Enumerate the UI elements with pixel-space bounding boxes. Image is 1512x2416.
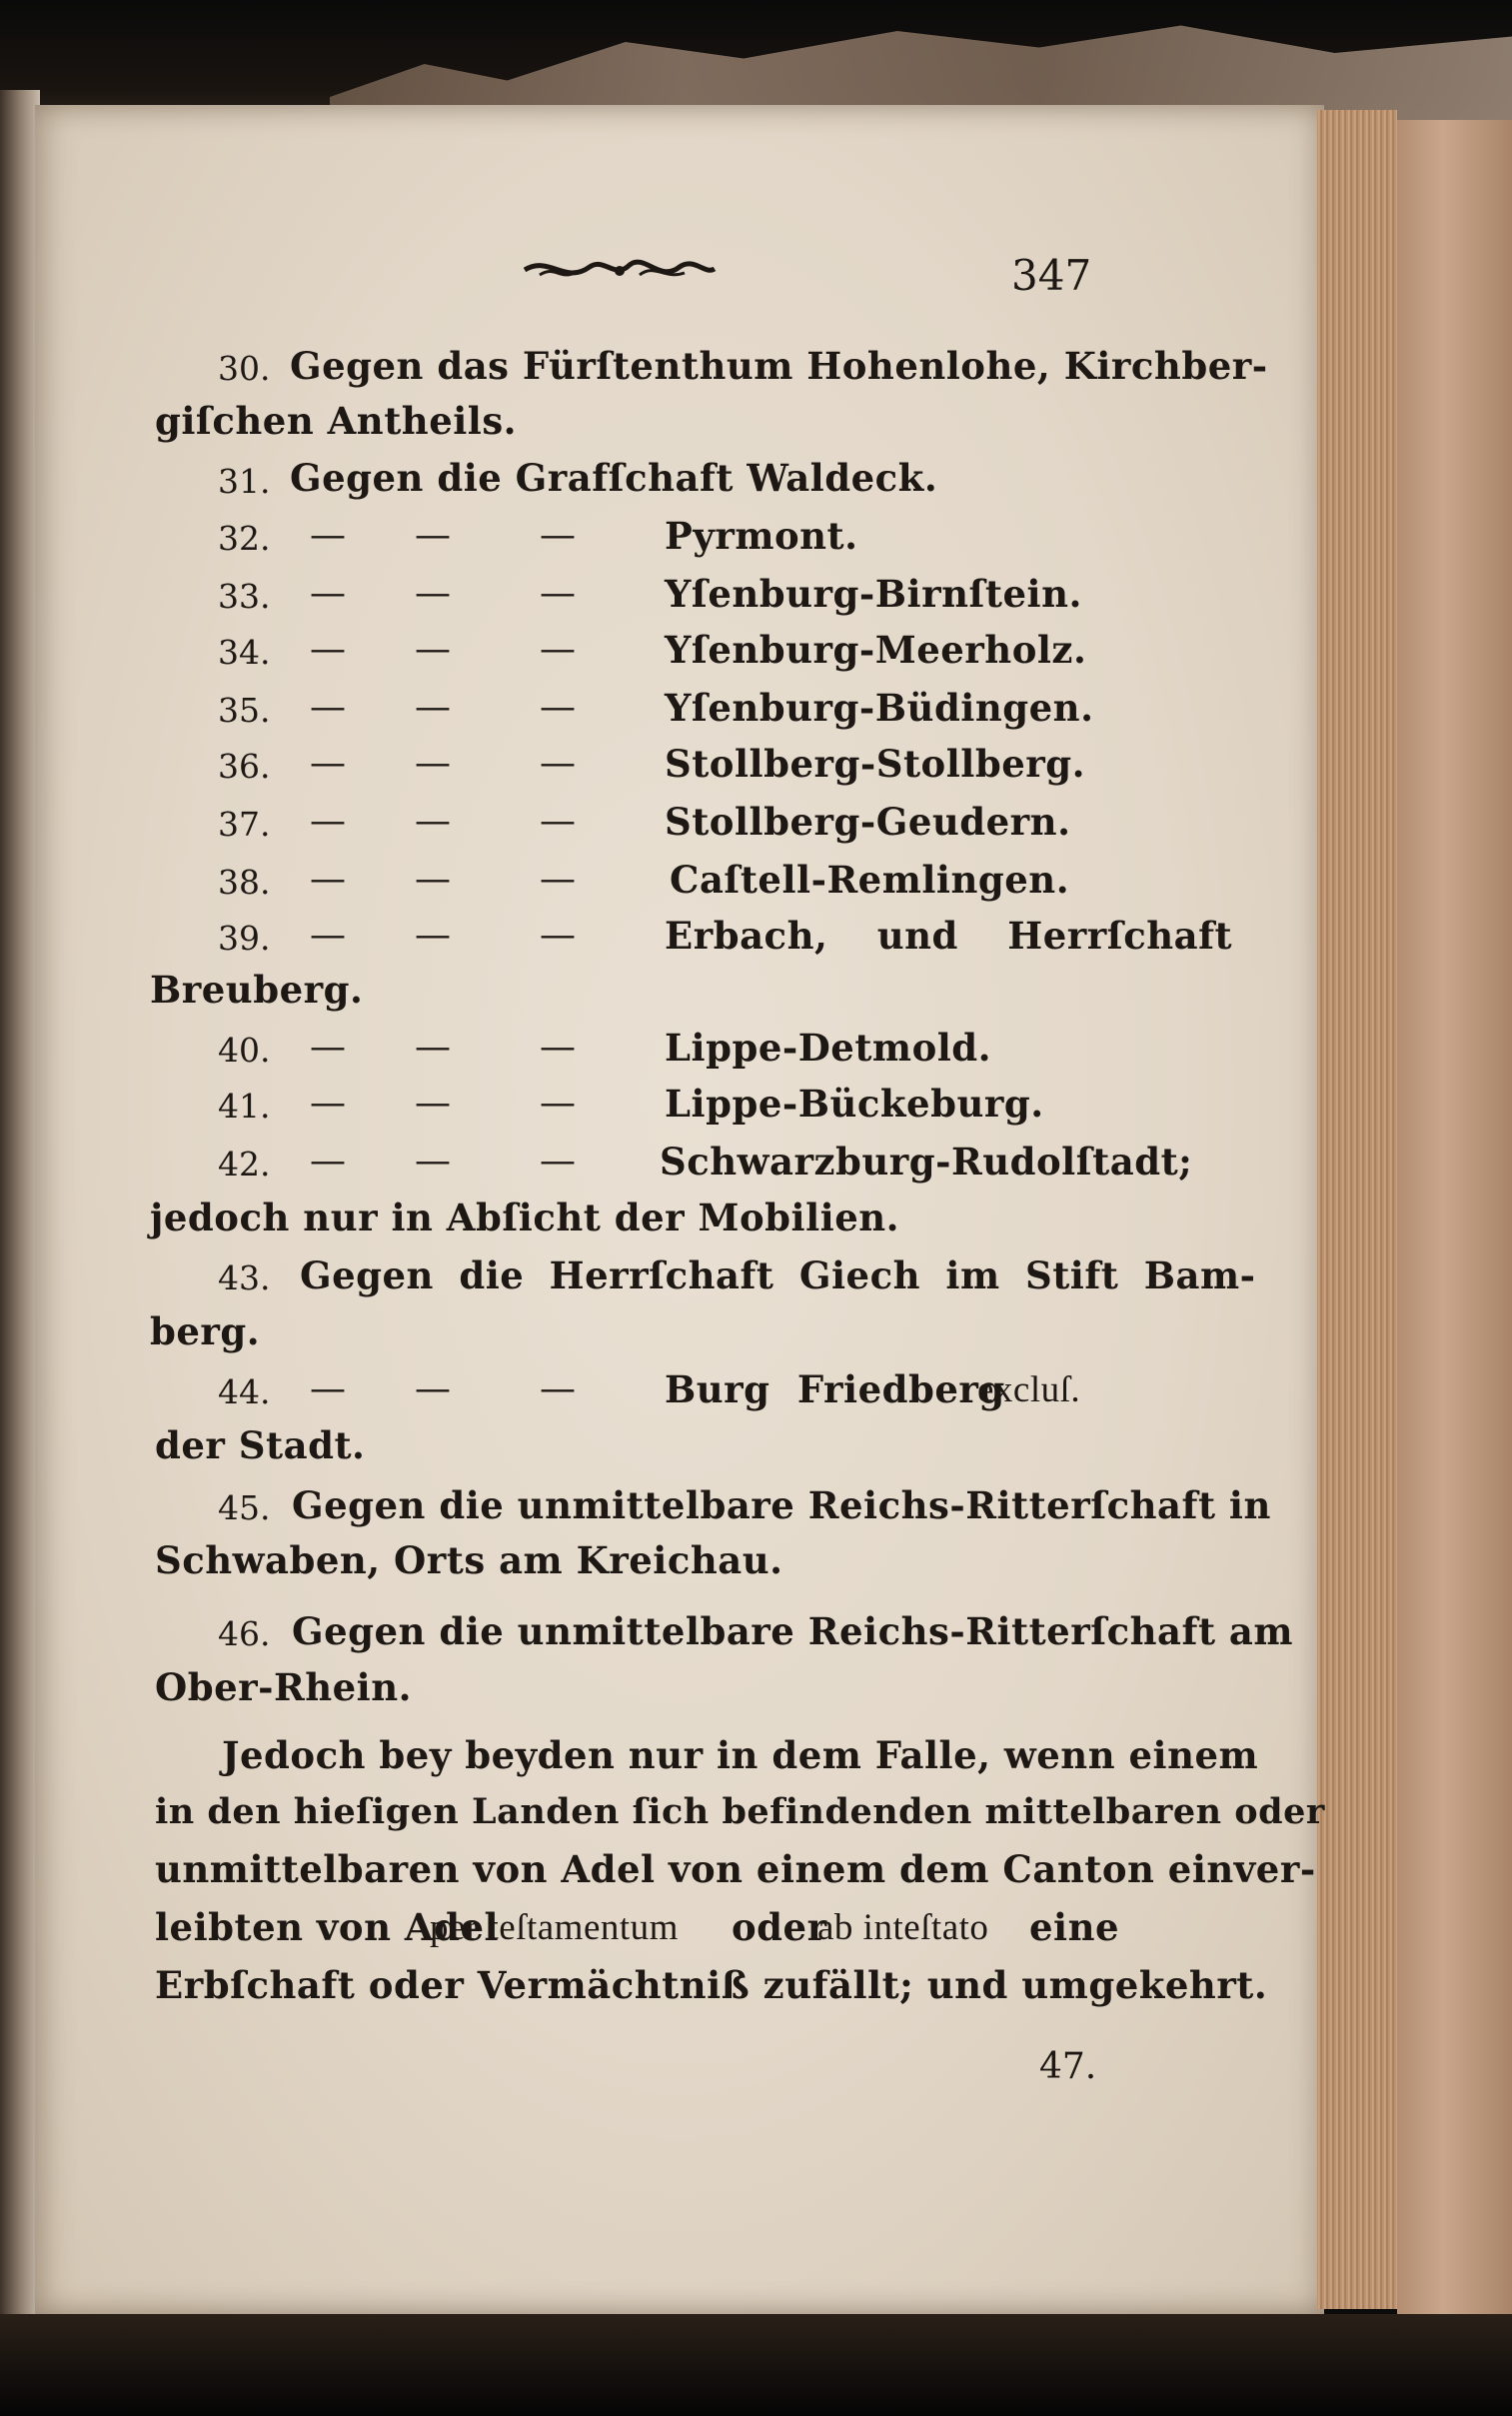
ditto-dash: — [310,687,346,728]
ditto-dash: — [310,859,346,900]
item-number: 42. [218,1145,271,1184]
ditto-dash: — [540,915,576,956]
item-text: Erbach, und Herrſchaft [665,914,1233,958]
ditto-dash: — [310,573,346,614]
latin-term: excluſ. [977,1369,1081,1410]
closing-line: leibten von Adel [155,1905,500,1949]
item-text: Gegen die unmittelbare Reichs-Ritterſchaft in [292,1483,1271,1527]
latin-term: ab inteſtato [817,1907,989,1948]
item-continuation: berg. [150,1309,261,1353]
ditto-dash: — [415,1141,451,1182]
ditto-dash: — [415,915,451,956]
item-text: Burg Friedberg [665,1367,1005,1411]
item-text: Yſenburg-Meerholz. [665,628,1087,672]
ditto-dash: — [415,515,451,556]
book-cover-edge [1397,120,1512,2416]
item-continuation: Breuberg. [150,968,364,1012]
item-text: Gegen das Fürſtenthum Hohenlohe, Kirchber- [290,344,1268,388]
item-number: 39. [218,919,271,958]
closing-line: Jedoch bey beyden nur in dem Falle, wenn einem [222,1733,1259,1777]
ditto-dash: — [310,743,346,784]
ditto-dash: — [540,515,576,556]
item-text: Stollberg-Geudern. [665,800,1071,844]
ornament-icon [520,245,720,295]
item-number: 30. [218,349,271,388]
ditto-dash: — [415,743,451,784]
item-continuation: Ober-Rhein. [155,1665,413,1709]
ditto-dash: — [415,1368,451,1409]
ditto-dash: — [310,1027,346,1068]
item-continuation: jedoch nur in Abſicht der Mobilien. [150,1196,900,1239]
item-continuation: Schwaben, Orts am Kreichau. [155,1538,783,1582]
ditto-dash: — [540,573,576,614]
ditto-dash: — [540,629,576,670]
item-number: 41. [218,1087,271,1126]
item-number: 34. [218,633,271,672]
ditto-dash: — [415,1083,451,1124]
item-number: 35. [218,691,271,730]
item-text: Gegen die Herrſchaft Giech im Stift Bam- [300,1253,1256,1297]
ditto-dash: — [415,573,451,614]
ditto-dash: — [310,1141,346,1182]
item-number: 36. [218,747,271,786]
ditto-dash: — [540,801,576,842]
item-continuation: giſchen Antheils. [155,399,518,443]
item-text: Stollberg-Stollberg. [665,742,1085,786]
left-page-edge [0,90,40,2416]
item-number: 38. [218,863,271,902]
ditto-dash: — [540,1368,576,1409]
ditto-dash: — [310,629,346,670]
signature-mark: 47. [1039,2046,1097,2087]
closing-line: Erbſchaft oder Vermächtniß zufällt; und umgekehrt. [155,1963,1268,2007]
item-number: 40. [218,1031,271,1070]
item-number: 32. [218,519,271,558]
item-text: Lippe-Detmold. [665,1026,992,1070]
item-number: 44. [218,1372,271,1411]
item-text: Schwarzburg-Rudolſtadt; [660,1140,1193,1184]
item-number: 31. [218,462,271,501]
ditto-dash: — [415,859,451,900]
ditto-dash: — [540,1141,576,1182]
ditto-dash: — [540,1083,576,1124]
item-text: Gegen die Grafſchaft Waldeck. [290,456,938,500]
ditto-dash: — [540,1027,576,1068]
ditto-dash: — [415,801,451,842]
ditto-dash: — [415,687,451,728]
ditto-dash: — [540,687,576,728]
item-text: Gegen die unmittelbare Reichs-Ritterſchaft am [292,1609,1294,1653]
item-number: 33. [218,577,271,616]
ditto-dash: — [310,801,346,842]
ditto-dash: — [540,743,576,784]
ditto-dash: — [310,1368,346,1409]
item-number: 37. [218,805,271,844]
item-text: Yſenburg-Birnſtein. [665,572,1082,616]
item-text: Pyrmont. [665,514,858,558]
ditto-dash: — [310,1083,346,1124]
item-continuation: der Stadt. [155,1423,366,1467]
closing-line: oder [732,1905,827,1949]
ditto-dash: — [310,915,346,956]
item-number: 45. [218,1488,271,1527]
item-number: 46. [218,1614,271,1653]
closing-line: eine [1029,1905,1120,1949]
latin-term: per teſtamentum [430,1907,679,1948]
ditto-dash: — [310,515,346,556]
page-number: 347 [1011,251,1092,300]
ditto-dash: — [540,859,576,900]
ditto-dash: — [415,629,451,670]
bottom-shadow [0,2314,1512,2416]
closing-line: in den hieſigen Landen ſich befindenden mittelbaren oder [155,1791,1325,1832]
page-block-edge [1317,110,1397,2309]
closing-line: unmittelbaren von Adel von einem dem Canton einver- [155,1847,1316,1891]
item-number: 43. [218,1258,271,1297]
item-text: Lippe-Bückeburg. [665,1082,1044,1126]
item-text: Yſenburg-Büdingen. [665,686,1094,730]
item-text: Caſtell-Remlingen. [670,858,1070,902]
ditto-dash: — [415,1027,451,1068]
